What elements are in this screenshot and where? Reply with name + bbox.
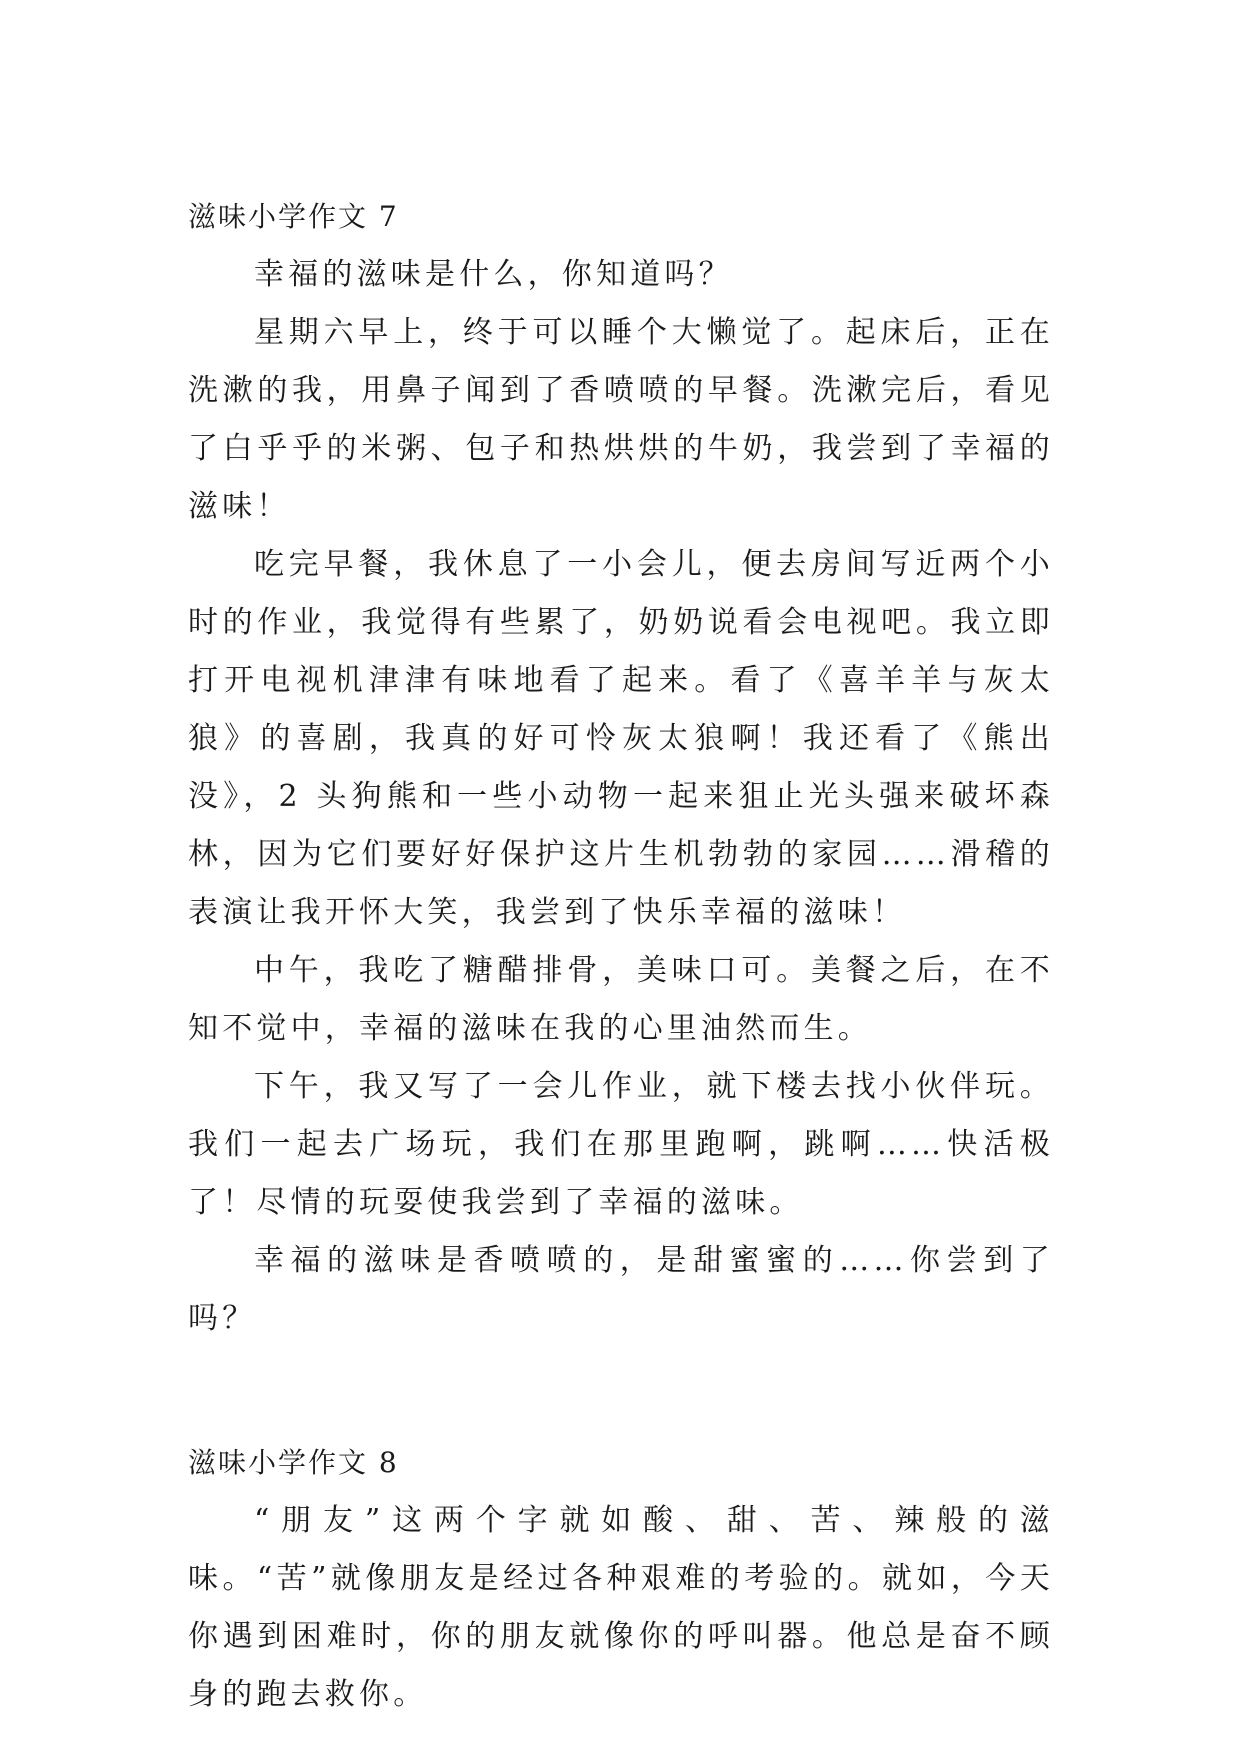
essay-paragraph: 星期六早上，终于可以睡个大懒觉了。起床后，正在洗漱的我，用鼻子闻到了香喷喷的早餐。洗漱完后，看见了白乎乎的米粥、包子和热烘烘的牛奶，我尝到了幸福的滋味！ <box>188 315 1054 524</box>
essay-paragraph: 幸福的滋味是香喷喷的，是甜蜜蜜的……你尝到了吗？ <box>188 1243 1054 1336</box>
essay-paragraph: “朋友”这两个字就如酸、甜、苦、辣般的滋味。“苦”就像朋友是经过各种艰难的考验的。就如，今天你遇到困难时，你的朋友就像你的呼叫器。他总是奋不顾身的跑去救你。 <box>188 1503 1054 1712</box>
essay-paragraph: 中午，我吃了糖醋排骨，美味口可。美餐之后，在不知不觉中，幸福的滋味在我的心里油然而生。 <box>188 953 1054 1046</box>
essay-paragraph: 下午，我又写了一会儿作业，就下楼去找小伙伴玩。我们一起去广场玩，我们在那里跑啊，跳啊……快活极了！尽情的玩耍使我尝到了幸福的滋味。 <box>188 1069 1054 1220</box>
essay-paragraph: 幸福的滋味是什么，你知道吗？ <box>254 257 733 292</box>
essay-title: 滋味小学作文 7 <box>188 200 399 233</box>
document-body <box>188 188 1054 1724</box>
essay-paragraph: 吃完早餐，我休息了一小会儿，便去房间写近两个小时的作业，我觉得有些累了，奶奶说看会电视吧。我立即打开电视机津津有味地看了起来。看了《喜羊羊与灰太狼》的喜剧，我真的好可怜灰太狼啊！我还看了《熊出没》，2 头狗熊和一些小动物一起来狙止光头强来破坏森林，因为它们要好好保护这片生机勃勃的家园……滑稽的表演让我开怀大笑，我尝到了快乐幸福的滋味！ <box>188 547 1054 930</box>
essay-title: 滋味小学作文 8 <box>188 1446 399 1479</box>
essay-8 <box>188 1434 1054 1724</box>
essay-7 <box>188 188 1054 1348</box>
section-spacer <box>188 1348 1054 1434</box>
